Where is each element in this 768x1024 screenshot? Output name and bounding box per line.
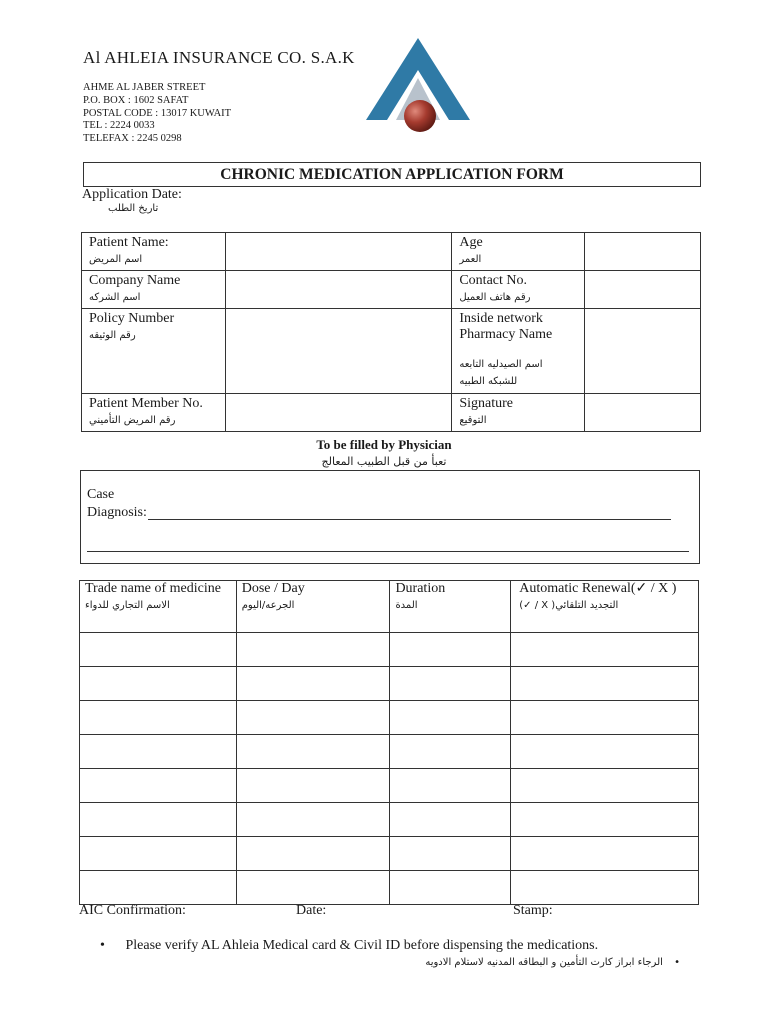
duration-cell[interactable] [390, 769, 511, 803]
trade-name-cell[interactable] [80, 735, 237, 769]
company-name: Al AHLEIA INSURANCE CO. S.A.K [83, 48, 355, 67]
dose-cell[interactable] [236, 735, 390, 769]
table-row [80, 735, 699, 769]
logo-ball [404, 100, 436, 132]
age-label: Age العمر [452, 233, 585, 271]
age-field[interactable] [585, 233, 701, 271]
verify-note-ar [380, 957, 680, 968]
dose-cell[interactable] [236, 701, 390, 735]
diagnosis-line-1[interactable] [148, 519, 671, 520]
company-logo-icon [366, 36, 470, 136]
renewal-cell[interactable] [511, 667, 699, 701]
renewal-cell[interactable] [511, 803, 699, 837]
physician-heading: To be filled by Physician [316, 437, 452, 452]
table-row [80, 803, 699, 837]
policy-number-label: Policy Number رقم الوثيقه [82, 309, 226, 394]
member-no-field[interactable] [225, 394, 452, 432]
trade-name-cell[interactable] [80, 837, 237, 871]
medicine-table-header [80, 581, 699, 633]
dose-cell[interactable] [236, 871, 390, 905]
diagnosis-label: Diagnosis: [87, 505, 147, 520]
contact-no-label: Contact No. رقم هاتف العميل [452, 271, 585, 309]
duration-cell[interactable] [390, 701, 511, 735]
trade-name-cell[interactable] [80, 871, 237, 905]
table-row [80, 837, 699, 871]
company-name-field[interactable] [225, 271, 452, 309]
patient-name-field[interactable] [225, 233, 452, 271]
duration-cell[interactable] [390, 633, 511, 667]
patient-name-label: Patient Name: اسم المريض [82, 233, 226, 271]
case-label: Case [87, 487, 115, 502]
pharmacy-name-label: Inside network Pharmacy Name اسم الصيدليه التابعه للشبكه الطبيه [452, 309, 585, 394]
dose-cell[interactable] [236, 837, 390, 871]
table-row [80, 633, 699, 667]
duration-cell[interactable] [390, 837, 511, 871]
patient-info-table [81, 232, 701, 432]
member-no-label: Patient Member No. رقم المريض التأميني [82, 394, 226, 432]
dose-cell[interactable] [236, 667, 390, 701]
trade-name-cell[interactable] [80, 633, 237, 667]
verify-note-ar-text: الرجاء ابراز كارت التأمين و البطاقه المدنيه لاستلام الادويه [425, 957, 663, 968]
bullet-icon: • [100, 938, 105, 953]
trade-name-cell[interactable] [80, 701, 237, 735]
renewal-cell[interactable] [511, 871, 699, 905]
address-telefax: TELEFAX : 2245 0298 [83, 133, 182, 145]
table-row [80, 871, 699, 905]
company-name-label: Company Name اسم الشركه [82, 271, 226, 309]
physician-heading-ar: تعبأ من قبل الطبيب المعالج [321, 455, 447, 468]
footer-date-label: Date: [296, 903, 327, 918]
verify-note-text: Please verify AL Ahleia Medical card & Civil ID before dispensing the medications. [125, 938, 599, 953]
table-row [80, 701, 699, 735]
renewal-cell[interactable] [511, 837, 699, 871]
table-row [80, 667, 699, 701]
renewal-cell[interactable] [511, 735, 699, 769]
form-title: CHRONIC MEDICATION APPLICATION FORM [83, 162, 701, 187]
duration-cell[interactable] [390, 735, 511, 769]
medicine-table [79, 580, 699, 905]
contact-no-field[interactable] [585, 271, 701, 309]
duration-cell[interactable] [390, 871, 511, 905]
dose-cell[interactable] [236, 769, 390, 803]
stamp-label: Stamp: [513, 903, 553, 918]
signature-field[interactable] [585, 394, 701, 432]
header-automatic-renewal: Automatic Renewal(✓ / X ) (✓ / X )التجديد التلقائي [511, 581, 699, 633]
application-date-label-ar: تاريخ الطلب [108, 203, 159, 214]
aic-confirmation-label: AIC Confirmation: [79, 903, 186, 918]
pharmacy-name-field[interactable] [585, 309, 701, 394]
renewal-cell[interactable] [511, 633, 699, 667]
address-tel: TEL : 2224 0033 [83, 120, 155, 132]
case-diagnosis-box [80, 470, 700, 564]
diagnosis-line-2[interactable] [87, 551, 689, 552]
header-duration: Duration المدة [390, 581, 511, 633]
renewal-cell[interactable] [511, 701, 699, 735]
application-date-label: Application Date: [82, 187, 182, 202]
bullet-icon: • [674, 957, 680, 968]
signature-label: Signature التوقيع [452, 394, 585, 432]
trade-name-cell[interactable] [80, 667, 237, 701]
policy-number-field[interactable] [225, 309, 452, 394]
address-pobox: P.O. BOX : 1602 SAFAT [83, 94, 189, 106]
table-row [80, 769, 699, 803]
header-trade-name: Trade name of medicine الاسم التجاري للدواء [80, 581, 237, 633]
renewal-cell[interactable] [511, 769, 699, 803]
dose-cell[interactable] [236, 803, 390, 837]
verify-note [100, 938, 598, 954]
address-postal-code: POSTAL CODE : 13017 KUWAIT [83, 107, 232, 119]
duration-cell[interactable] [390, 667, 511, 701]
trade-name-cell[interactable] [80, 803, 237, 837]
trade-name-cell[interactable] [80, 769, 237, 803]
duration-cell[interactable] [390, 803, 511, 837]
header-dose-day: Dose / Day الجرعه/اليوم [236, 581, 390, 633]
company-address [83, 82, 231, 146]
dose-cell[interactable] [236, 633, 390, 667]
address-street: AHME AL JABER STREET [83, 82, 206, 93]
